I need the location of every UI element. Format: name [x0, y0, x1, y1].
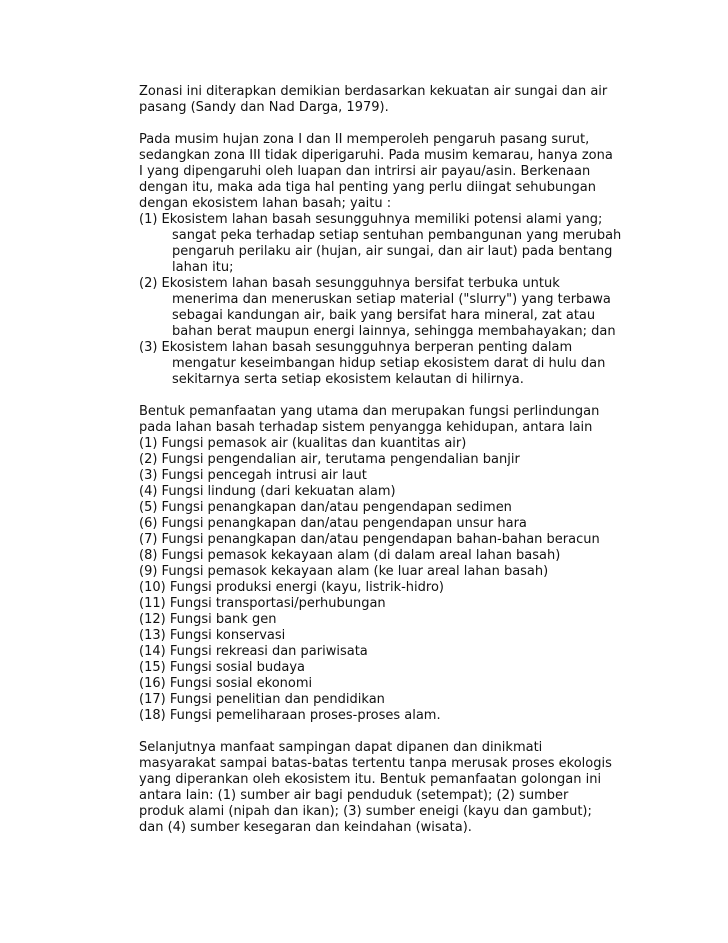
text-line: produk alami (nipah dan ikan); (3) sumber eneigi (kayu dan gambut);	[139, 804, 592, 819]
function-item: (13) Fungsi konservasi	[139, 628, 286, 643]
text-line: Zonasi ini diterapkan demikian berdasarkan kekuatan air sungai dan air	[139, 84, 608, 99]
point-1-line: lahan itu;	[172, 260, 234, 275]
text-line: Pada musim hujan zona I dan II memperoleh pengaruh pasang surut,	[139, 132, 590, 147]
document-page	[139, 84, 639, 852]
text-line: pasang (Sandy dan Nad Darga, 1979).	[139, 100, 389, 115]
text-line: sedangkan zona III tidak diperigaruhi. Pada musim kemarau, hanya zona	[139, 148, 613, 163]
function-item: (9) Fungsi pemasok kekayaan alam (ke luar areal lahan basah)	[139, 564, 549, 579]
function-item: (2) Fungsi pengendalian air, terutama pengendalian banjir	[139, 452, 520, 467]
point-2-line: bahan berat maupun energi lainnya, sehingga membahayakan; dan	[172, 324, 616, 339]
text-line: yang diperankan oleh ekosistem itu. Bentuk pemanfaatan golongan ini	[139, 772, 602, 787]
function-item: (17) Fungsi penelitian dan pendidikan	[139, 692, 385, 707]
text-line: Bentuk pemanfaatan yang utama dan merupakan fungsi perlindungan	[139, 404, 600, 419]
function-item: (12) Fungsi bank gen	[139, 612, 277, 627]
point-1-first: (1) Ekosistem lahan basah sesungguhnya memiliki potensi alami yang;	[139, 212, 603, 227]
text-line: dengan ekosistem lahan basah; yaitu :	[139, 196, 392, 211]
text-line: masyarakat sampai batas-batas tertentu tanpa merusak proses ekologis	[139, 756, 612, 771]
text-line: pada lahan basah terhadap sistem penyangga kehidupan, antara lain	[139, 420, 593, 435]
function-item: (1) Fungsi pemasok air (kualitas dan kuantitas air)	[139, 436, 467, 451]
function-item: (14) Fungsi rekreasi dan pariwisata	[139, 644, 368, 659]
text-line: dengan itu, maka ada tiga hal penting yang perlu diingat sehubungan	[139, 180, 596, 195]
point-2-line: sebagai kandungan air, baik yang bersifat hara mineral, zat atau	[172, 308, 596, 323]
point-1-line: pengaruh perilaku air (hujan, air sungai, dan air laut) pada bentang	[172, 244, 613, 259]
function-item: (7) Fungsi penangkapan dan/atau pengendapan bahan-bahan beracun	[139, 532, 600, 547]
paragraph-zonasi	[139, 84, 639, 116]
text-line: I yang dipengaruhi oleh luapan dan intrirsi air payau/asin. Berkenaan	[139, 164, 591, 179]
functions-section	[139, 404, 639, 724]
function-item: (4) Fungsi lindung (dari kekuatan alam)	[139, 484, 396, 499]
point-1-line: sangat peka terhadap setiap sentuhan pembangunan yang merubah	[172, 228, 622, 243]
paragraph-manfaat	[139, 740, 639, 836]
text-line: antara lain: (1) sumber air bagi penduduk (setempat); (2) sumber	[139, 788, 569, 803]
point-2-line: menerima dan meneruskan setiap material ("slurry") yang terbawa	[172, 292, 611, 307]
function-item: (3) Fungsi pencegah intrusi air laut	[139, 468, 367, 483]
function-item: (5) Fungsi penangkapan dan/atau pengendapan sedimen	[139, 500, 512, 515]
point-3-line: sekitarnya serta setiap ekosistem kelautan di hilirnya.	[172, 372, 524, 387]
function-item: (10) Fungsi produksi energi (kayu, listrik-hidro)	[139, 580, 444, 595]
point-2-first: (2) Ekosistem lahan basah sesungguhnya bersifat terbuka untuk	[139, 276, 560, 291]
function-item: (8) Fungsi pemasok kekayaan alam (di dalam areal lahan basah)	[139, 548, 561, 563]
text-line: Selanjutnya manfaat sampingan dapat dipanen dan dinikmati	[139, 740, 543, 755]
point-3-line: mengatur keseimbangan hidup setiap ekosistem darat di hulu dan	[172, 356, 606, 371]
paragraph-musim	[139, 132, 639, 388]
text-line: dan (4) sumber kesegaran dan keindahan (wisata).	[139, 820, 472, 835]
function-item: (16) Fungsi sosial ekonomi	[139, 676, 313, 691]
function-item: (18) Fungsi pemeliharaan proses-proses alam.	[139, 708, 441, 723]
point-3-first: (3) Ekosistem lahan basah sesungguhnya berperan penting dalam	[139, 340, 573, 355]
function-item: (15) Fungsi sosial budaya	[139, 660, 306, 675]
function-item: (11) Fungsi transportasi/perhubungan	[139, 596, 386, 611]
function-item: (6) Fungsi penangkapan dan/atau pengendapan unsur hara	[139, 516, 527, 531]
